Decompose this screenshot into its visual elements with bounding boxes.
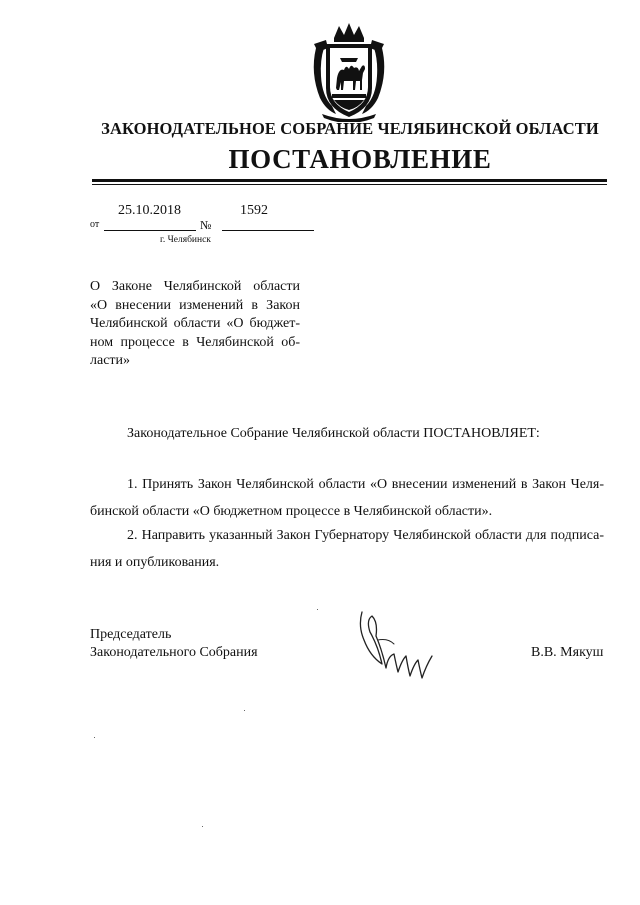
position-line: Законодательного Собрания (90, 645, 258, 660)
subject-line: «О внесении изменений в Закон (90, 297, 300, 313)
number-underline (222, 230, 314, 231)
scan-speck (244, 710, 245, 711)
document-type-title: ПОСТАНОВЛЕНИЕ (228, 144, 492, 174)
header-rule-thin (92, 184, 607, 185)
subject-line: О Законе Челябинской области (90, 279, 300, 294)
item-line: 2. Направить указанный Закон Губернатору Челябинской области для подписа- (127, 528, 604, 543)
city-label: г. Челябинск (160, 235, 211, 245)
scan-speck (317, 609, 318, 610)
date-underline (104, 230, 196, 231)
subject-line: ласти» (90, 353, 131, 368)
subject-line: Челябинской области «О бюджет- (90, 316, 300, 331)
coat-of-arms-icon (306, 18, 392, 122)
item-line: бинской области «О бюджетном процессе в Челябинской области». (90, 504, 493, 519)
resolution-item-2 (90, 522, 604, 576)
subject-line: ном процессе в Челябинской об- (90, 334, 300, 350)
signatory-name: В.В. Мякуш (531, 645, 604, 660)
date-label: от (90, 219, 100, 230)
item-line: ния и опубликования. (90, 555, 220, 570)
number-label: № (200, 218, 212, 232)
item-line: 1. Принять Закон Челябинской области «О внесении изменений в Закон Челя- (127, 477, 604, 492)
resolution-item-1 (90, 471, 604, 525)
position-line: Председатель (90, 627, 172, 642)
preamble: Законодательное Собрание Челябинской области ПОСТАНОВЛЯЕТ: (127, 426, 540, 441)
header-rule-thick (92, 179, 607, 182)
organization-name: ЗАКОНОДАТЕЛЬНОЕ СОБРАНИЕ ЧЕЛЯБИНСКОЙ ОБЛАСТИ (101, 119, 599, 138)
date-value: 25.10.2018 (118, 203, 181, 218)
handwritten-signature-icon (348, 606, 440, 688)
scan-speck (202, 826, 203, 827)
signatory-position (90, 626, 258, 662)
document-subject (90, 278, 300, 371)
scan-speck (94, 737, 95, 738)
number-value: 1592 (240, 203, 268, 218)
